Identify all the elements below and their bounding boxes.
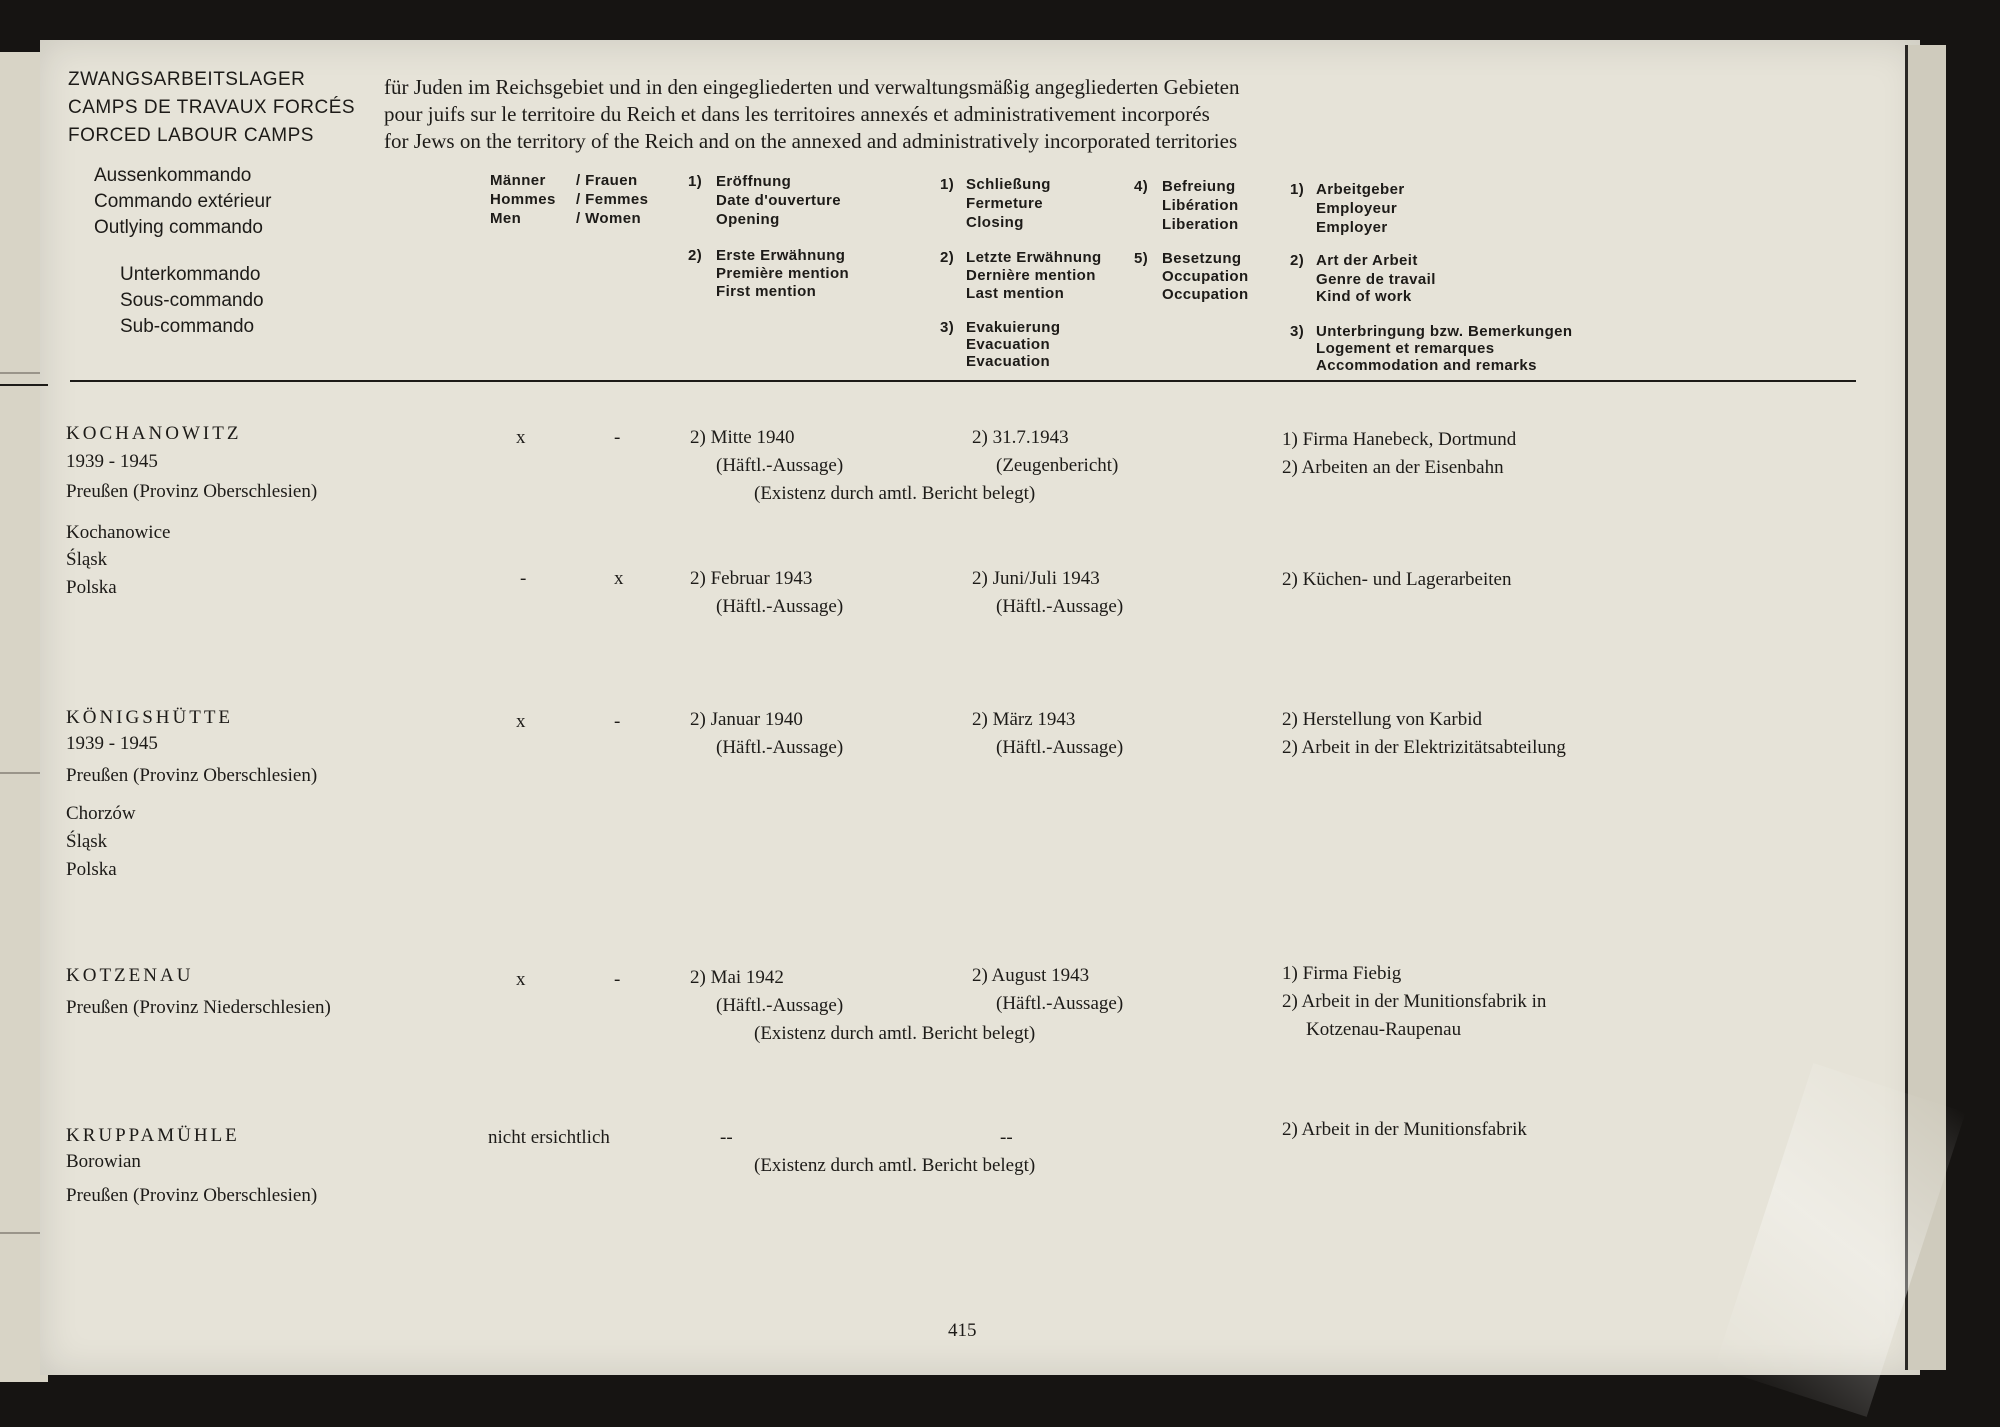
- col-occ-en: Occupation: [1162, 286, 1249, 303]
- camp-local-kochanowitz-2: Śląsk: [66, 549, 108, 570]
- kind-of-work: 2) Arbeit in der Munitionsfabrik: [1282, 1119, 1527, 1140]
- first-mention: --: [720, 1127, 733, 1148]
- first-mention-source: (Häftl.-Aussage): [716, 737, 844, 758]
- header-title-fr: CAMPS DE TRAVAUX FORCÉS: [68, 97, 356, 118]
- col-evac-num: 3): [940, 319, 955, 336]
- col-first-en: First mention: [716, 283, 817, 300]
- camp-name-kochanowitz: KOCHANOWITZ: [66, 423, 242, 444]
- col-opening-de: Eröffnung: [716, 173, 792, 190]
- kind-of-work: 2) Herstellung von Karbid: [1282, 709, 1482, 730]
- header-title-de: ZWANGSARBEITSLAGER: [68, 69, 306, 90]
- men-mark: x: [516, 427, 526, 448]
- employer: 1) Firma Hanebeck, Dortmund: [1282, 429, 1517, 450]
- employer: 1) Firma Fiebig: [1282, 963, 1402, 984]
- col-accom-en: Accommodation and remarks: [1316, 357, 1537, 374]
- sub-de: Unterkommando: [120, 264, 261, 285]
- col-opening-num: 1): [688, 173, 703, 190]
- col-opening-en: Opening: [716, 211, 780, 228]
- header-title-en: FORCED LABOUR CAMPS: [68, 125, 314, 146]
- col-opening-fr: Date d'ouverture: [716, 192, 841, 209]
- camp-local-kochanowitz-3: Polska: [66, 577, 117, 598]
- camp-local-kochanowitz-1: Kochanowice: [66, 522, 171, 543]
- first-mention: 2) Mitte 1940: [690, 427, 795, 448]
- col-women-de: / Frauen: [576, 172, 638, 189]
- men-mark: x: [516, 969, 526, 990]
- col-accom-fr: Logement et remarques: [1316, 340, 1495, 357]
- camp-years-koenigshuette: 1939 - 1945: [66, 733, 158, 754]
- page-number: 415: [948, 1320, 977, 1341]
- camp-local-koenigshuette-1: Chorzów: [66, 803, 136, 824]
- kind-of-work: 2) Arbeiten an der Eisenbahn: [1282, 457, 1504, 478]
- camp-local-koenigshuette-3: Polska: [66, 859, 117, 880]
- col-last-en: Last mention: [966, 285, 1065, 302]
- kind-of-work: 2) Arbeit in der Elektrizitätsabteilung: [1282, 737, 1566, 758]
- first-mention: 2) Mai 1942: [690, 967, 784, 988]
- col-work-de: Art der Arbeit: [1316, 252, 1418, 269]
- col-work-en: Kind of work: [1316, 288, 1412, 305]
- camp-name-kotzenau: KOTZENAU: [66, 965, 194, 986]
- rule-left-page: [0, 384, 48, 386]
- camp-years-kochanowitz: 1939 - 1945: [66, 451, 158, 472]
- first-mention-source: (Häftl.-Aussage): [716, 995, 844, 1016]
- col-employer-num: 1): [1290, 181, 1305, 198]
- col-women-fr: / Femmes: [576, 191, 649, 208]
- header-divider: [70, 380, 1856, 382]
- kind-of-work: 2) Küchen- und Lagerarbeiten: [1282, 569, 1512, 590]
- sub-en: Sub-commando: [120, 316, 255, 337]
- sub-fr: Sous-commando: [120, 290, 264, 311]
- outlying-en: Outlying commando: [94, 217, 263, 238]
- first-mention-source: (Häftl.-Aussage): [716, 596, 844, 617]
- col-evac-en: Evacuation: [966, 353, 1051, 370]
- camp-province-kruppamuehle: Preußen (Provinz Oberschlesien): [66, 1185, 318, 1206]
- col-employer-fr: Employeur: [1316, 200, 1398, 217]
- men-mark: x: [516, 711, 526, 732]
- col-lib-en: Liberation: [1162, 216, 1239, 233]
- outlying-de: Aussenkommando: [94, 165, 252, 186]
- camp-province-kochanowitz: Preußen (Provinz Oberschlesien): [66, 481, 318, 502]
- col-men-de: Männer: [490, 172, 546, 189]
- existence-note: (Existenz durch amtl. Bericht belegt): [754, 1023, 1036, 1044]
- outlying-fr: Commando extérieur: [94, 191, 272, 212]
- header-desc-en: for Jews on the territory of the Reich and on the annexed and administratively incorporated territories: [384, 129, 1238, 153]
- last-mention-source: (Häftl.-Aussage): [996, 993, 1124, 1014]
- kind-of-work: 2) Arbeit in der Munitionsfabrik in: [1282, 991, 1547, 1012]
- col-last-de: Letzte Erwähnung: [966, 249, 1102, 266]
- camp-name-koenigshuette: KÖNIGSHÜTTE: [66, 707, 234, 728]
- col-men-en: Men: [490, 210, 522, 227]
- col-men-fr: Hommes: [490, 191, 556, 208]
- col-last-fr: Dernière mention: [966, 267, 1096, 284]
- women-mark: -: [614, 711, 621, 732]
- existence-note: (Existenz durch amtl. Bericht belegt): [754, 483, 1036, 504]
- last-mention-source: (Zeugenbericht): [996, 455, 1119, 476]
- camp-province-kotzenau: Preußen (Provinz Niederschlesien): [66, 997, 331, 1018]
- col-closing-de: Schließung: [966, 176, 1051, 193]
- col-accom-de: Unterbringung bzw. Bemerkungen: [1316, 323, 1573, 340]
- last-mention: 2) August 1943: [972, 965, 1090, 986]
- col-lib-fr: Libération: [1162, 197, 1239, 214]
- last-mention: 2) Juni/Juli 1943: [972, 568, 1100, 589]
- kind-of-work-continued: Kotzenau-Raupenau: [1306, 1019, 1462, 1040]
- sex-not-evident: nicht ersichtlich: [488, 1127, 610, 1148]
- camp-province-koenigshuette: Preußen (Provinz Oberschlesien): [66, 765, 318, 786]
- women-mark: -: [614, 427, 621, 448]
- col-occ-num: 5): [1134, 250, 1149, 267]
- col-evac-fr: Evacuation: [966, 336, 1051, 353]
- col-occ-de: Besetzung: [1162, 250, 1242, 267]
- women-mark: x: [614, 568, 624, 589]
- existence-note: (Existenz durch amtl. Bericht belegt): [754, 1155, 1036, 1176]
- col-first-fr: Première mention: [716, 265, 850, 282]
- col-first-de: Erste Erwähnung: [716, 247, 846, 264]
- men-mark: -: [520, 568, 527, 589]
- col-accom-num: 3): [1290, 323, 1305, 340]
- col-work-fr: Genre de travail: [1316, 271, 1436, 288]
- col-employer-de: Arbeitgeber: [1316, 181, 1405, 198]
- col-first-num: 2): [688, 247, 703, 264]
- col-lib-de: Befreiung: [1162, 178, 1236, 195]
- first-mention-source: (Häftl.-Aussage): [716, 455, 844, 476]
- camp-local-koenigshuette-2: Śląsk: [66, 831, 108, 852]
- col-lib-num: 4): [1134, 178, 1149, 195]
- last-mention-source: (Häftl.-Aussage): [996, 596, 1124, 617]
- col-occ-fr: Occupation: [1162, 268, 1249, 285]
- col-closing-en: Closing: [966, 214, 1024, 231]
- first-mention: 2) Januar 1940: [690, 709, 803, 730]
- last-mention: --: [1000, 1127, 1013, 1148]
- header-desc-de: für Juden im Reichsgebiet und in den eingegliederten und verwaltungsmäßig angegliederten Gebieten: [384, 75, 1240, 99]
- col-work-num: 2): [1290, 252, 1305, 269]
- col-women-en: / Women: [576, 210, 642, 227]
- camp-name-kruppamuehle: KRUPPAMÜHLE: [66, 1125, 240, 1146]
- last-mention: 2) März 1943: [972, 709, 1076, 730]
- last-mention-source: (Häftl.-Aussage): [996, 737, 1124, 758]
- col-last-num: 2): [940, 249, 955, 266]
- first-mention: 2) Februar 1943: [690, 568, 813, 589]
- col-employer-en: Employer: [1316, 219, 1388, 236]
- last-mention: 2) 31.7.1943: [972, 427, 1069, 448]
- header-desc-fr: pour juifs sur le territoire du Reich et dans les territoires annexés et administrativement incorporés: [384, 102, 1210, 126]
- women-mark: -: [614, 969, 621, 990]
- camp-local-kruppamuehle: Borowian: [66, 1151, 141, 1172]
- col-closing-fr: Fermeture: [966, 195, 1043, 212]
- col-evac-de: Evakuierung: [966, 319, 1061, 336]
- col-closing-num: 1): [940, 176, 955, 193]
